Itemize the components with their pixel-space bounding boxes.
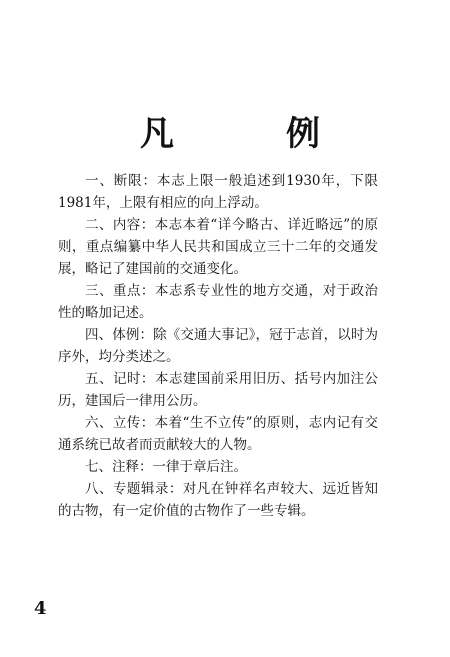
paragraph-time-limit: 一、断限：本志上限一般追述到1930年，下限1981年，上限有相应的向上浮动。 — [58, 173, 378, 211]
paragraph-content: 二、内容：本志本着“详今略古、详近略远”的原则，重点编纂中华人民共和国成立三十二年的交通发展，略记了建国前的交通变化。 — [58, 217, 378, 277]
paragraph-annotations: 七、注释：一律于章后注。 — [85, 459, 247, 475]
page-number: 4 — [34, 598, 47, 619]
title-char-li: 例 — [286, 114, 320, 154]
guidelines-body — [58, 170, 378, 522]
paragraph-focus: 三、重点：本志系专业性的地方交通，对于政治性的略加记述。 — [58, 283, 378, 321]
paragraph-special-records: 八、专题辑录：对凡在钟祥名声较大、远近皆知的古物，有一定价值的古物作了一些专辑。 — [58, 481, 378, 519]
title-char-fan: 凡 — [140, 114, 174, 154]
page-title — [140, 112, 320, 156]
paragraph-dating: 五、记时：本志建国前采用旧历、括号内加注公历，建国后一律用公历。 — [58, 371, 378, 409]
paragraph-biographies: 六、立传：本着“生不立传”的原则，志内记有交通系统已故者而贡献较大的人物。 — [58, 415, 378, 453]
paragraph-format: 四、体例：除《交通大事记》，冠于志首，以时为序外，均分类述之。 — [58, 327, 378, 365]
